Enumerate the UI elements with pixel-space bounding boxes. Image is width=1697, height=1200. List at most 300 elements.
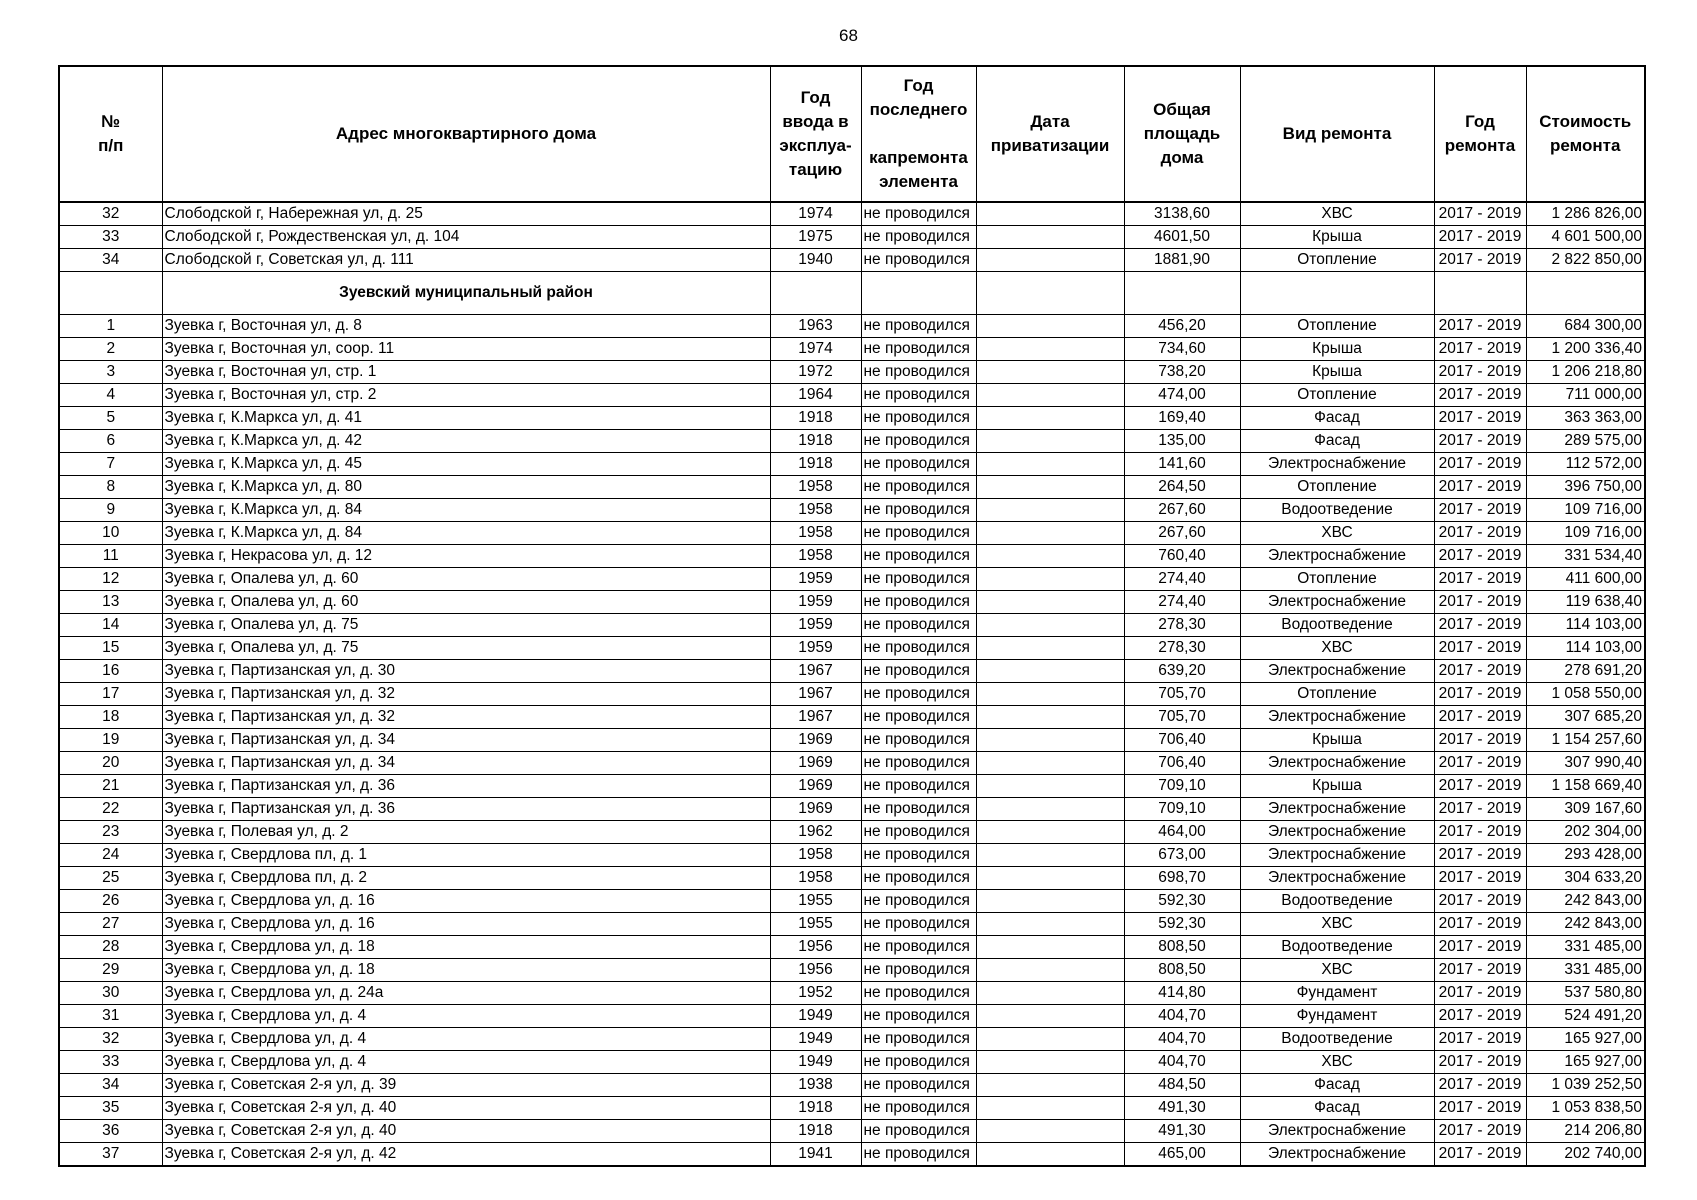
- cell-privatization: [976, 683, 1124, 706]
- cell-privatization: [976, 226, 1124, 249]
- cell-address: Зуевка г, Свердлова ул, д. 18: [162, 936, 770, 959]
- table-row: [59, 729, 1645, 752]
- cell-repair-year: 2017 - 2019: [1434, 1051, 1526, 1074]
- cell-privatization: [976, 775, 1124, 798]
- cell-repair-year: 2017 - 2019: [1434, 913, 1526, 936]
- cell-address: Зуевка г, К.Маркса ул, д. 84: [162, 499, 770, 522]
- table-row: [59, 226, 1645, 249]
- table-row: [59, 1028, 1645, 1051]
- cell-privatization: [976, 1120, 1124, 1143]
- header-cost: Стоимость ремонта: [1526, 66, 1645, 202]
- cell-num: 22: [59, 798, 162, 821]
- cell-last-repair: не проводился: [861, 706, 976, 729]
- cell-repair-year: 2017 - 2019: [1434, 361, 1526, 384]
- table-row: [59, 591, 1645, 614]
- cell-year-built: 1955: [770, 890, 861, 913]
- cell-num: 34: [59, 249, 162, 272]
- header-repair-type: Вид ремонта: [1240, 66, 1434, 202]
- cell-last-repair: не проводился: [861, 959, 976, 982]
- table-row: [59, 821, 1645, 844]
- cell-cost: 1 053 838,50: [1526, 1097, 1645, 1120]
- cell-cost: 307 685,20: [1526, 706, 1645, 729]
- cell-repair-type: Электроснабжение: [1240, 798, 1434, 821]
- cell-area: 734,60: [1124, 338, 1240, 361]
- table-row: [59, 1143, 1645, 1167]
- header-address: Адрес многоквартирного дома: [162, 66, 770, 202]
- cell-last-repair: не проводился: [861, 913, 976, 936]
- cell-area: 808,50: [1124, 936, 1240, 959]
- cell-year-built: 1941: [770, 1143, 861, 1167]
- cell-year-built: 1918: [770, 407, 861, 430]
- cell-year-built: 1969: [770, 798, 861, 821]
- cell-address: Зуевка г, Партизанская ул, д. 36: [162, 798, 770, 821]
- cell-repair-type: ХВС: [1240, 637, 1434, 660]
- cell-year-built: 1940: [770, 249, 861, 272]
- cell-area: 4601,50: [1124, 226, 1240, 249]
- cell-num: 26: [59, 890, 162, 913]
- cell-address: Зуевка г, Свердлова ул, д. 18: [162, 959, 770, 982]
- cell-last-repair: не проводился: [861, 798, 976, 821]
- cell-year-built: 1974: [770, 338, 861, 361]
- cell-cost: 331 534,40: [1526, 545, 1645, 568]
- header-last-repair: Год последнего капремонта элемента: [861, 66, 976, 202]
- cell-num: 32: [59, 202, 162, 226]
- cell-repair-type: Фундамент: [1240, 1005, 1434, 1028]
- cell-year-built: 1969: [770, 752, 861, 775]
- cell-address: Зуевка г, К.Маркса ул, д. 84: [162, 522, 770, 545]
- cell-repair-year: 2017 - 2019: [1434, 890, 1526, 913]
- cell-num: 7: [59, 453, 162, 476]
- header-privatization: Дата приватизации: [976, 66, 1124, 202]
- cell-area: 698,70: [1124, 867, 1240, 890]
- cell-cost: 114 103,00: [1526, 614, 1645, 637]
- cell-area: 491,30: [1124, 1097, 1240, 1120]
- cell-repair-year: 2017 - 2019: [1434, 338, 1526, 361]
- cell-address: Зуевка г, Свердлова ул, д. 24а: [162, 982, 770, 1005]
- cell-privatization: [976, 913, 1124, 936]
- cell-last-repair: не проводился: [861, 226, 976, 249]
- cell-address: Зуевка г, Некрасова ул, д. 12: [162, 545, 770, 568]
- cell-repair-year: 2017 - 2019: [1434, 1097, 1526, 1120]
- table-row: [59, 936, 1645, 959]
- cell-cost: 331 485,00: [1526, 959, 1645, 982]
- cell-cost: 309 167,60: [1526, 798, 1645, 821]
- cell-area: 464,00: [1124, 821, 1240, 844]
- table-row: [59, 660, 1645, 683]
- cell-privatization: [976, 821, 1124, 844]
- section-empty-cell: [1124, 272, 1240, 315]
- cell-repair-type: Электроснабжение: [1240, 821, 1434, 844]
- cell-last-repair: не проводился: [861, 821, 976, 844]
- cell-repair-type: Фасад: [1240, 407, 1434, 430]
- cell-year-built: 1969: [770, 729, 861, 752]
- cell-cost: 304 633,20: [1526, 867, 1645, 890]
- table-row: [59, 202, 1645, 226]
- cell-cost: 524 491,20: [1526, 1005, 1645, 1028]
- cell-num: 27: [59, 913, 162, 936]
- cell-privatization: [976, 499, 1124, 522]
- cell-privatization: [976, 361, 1124, 384]
- cell-last-repair: не проводился: [861, 545, 976, 568]
- cell-address: Зуевка г, Партизанская ул, д. 36: [162, 775, 770, 798]
- cell-year-built: 1962: [770, 821, 861, 844]
- cell-area: 592,30: [1124, 890, 1240, 913]
- cell-privatization: [976, 959, 1124, 982]
- header-repair-year: Год ремонта: [1434, 66, 1526, 202]
- cell-last-repair: не проводился: [861, 384, 976, 407]
- cell-repair-year: 2017 - 2019: [1434, 226, 1526, 249]
- section-empty-cell: [1434, 272, 1526, 315]
- table-row: [59, 775, 1645, 798]
- cell-repair-type: ХВС: [1240, 913, 1434, 936]
- cell-num: 17: [59, 683, 162, 706]
- cell-repair-type: ХВС: [1240, 959, 1434, 982]
- cell-num: 31: [59, 1005, 162, 1028]
- cell-year-built: 1956: [770, 959, 861, 982]
- section-row: [59, 272, 1645, 315]
- cell-repair-type: Отопление: [1240, 683, 1434, 706]
- cell-year-built: 1918: [770, 1097, 861, 1120]
- cell-repair-year: 2017 - 2019: [1434, 844, 1526, 867]
- cell-cost: 202 304,00: [1526, 821, 1645, 844]
- table-row: [59, 913, 1645, 936]
- cell-privatization: [976, 660, 1124, 683]
- cell-address: Зуевка г, Свердлова пл, д. 1: [162, 844, 770, 867]
- cell-last-repair: не проводился: [861, 453, 976, 476]
- cell-year-built: 1967: [770, 683, 861, 706]
- cell-address: Зуевка г, Восточная ул, стр. 2: [162, 384, 770, 407]
- cell-area: 706,40: [1124, 752, 1240, 775]
- table-row: [59, 637, 1645, 660]
- cell-last-repair: не проводился: [861, 890, 976, 913]
- table-row: [59, 315, 1645, 338]
- cell-last-repair: не проводился: [861, 982, 976, 1005]
- cell-repair-type: Электроснабжение: [1240, 591, 1434, 614]
- cell-address: Зуевка г, Свердлова ул, д. 4: [162, 1051, 770, 1074]
- cell-cost: 4 601 500,00: [1526, 226, 1645, 249]
- cell-privatization: [976, 890, 1124, 913]
- cell-last-repair: не проводился: [861, 775, 976, 798]
- cell-year-built: 1958: [770, 499, 861, 522]
- cell-privatization: [976, 729, 1124, 752]
- cell-num: 16: [59, 660, 162, 683]
- cell-address: Зуевка г, Восточная ул, д. 8: [162, 315, 770, 338]
- cell-year-built: 1918: [770, 430, 861, 453]
- cell-last-repair: не проводился: [861, 249, 976, 272]
- cell-num: 6: [59, 430, 162, 453]
- cell-last-repair: не проводился: [861, 202, 976, 226]
- section-empty-cell: [770, 272, 861, 315]
- table-header-row: [59, 66, 1645, 202]
- cell-area: 706,40: [1124, 729, 1240, 752]
- cell-address: Слободской г, Советская ул, д. 111: [162, 249, 770, 272]
- cell-year-built: 1964: [770, 384, 861, 407]
- cell-num: 19: [59, 729, 162, 752]
- cell-last-repair: не проводился: [861, 361, 976, 384]
- cell-cost: 331 485,00: [1526, 936, 1645, 959]
- cell-last-repair: не проводился: [861, 660, 976, 683]
- cell-address: Зуевка г, Опалева ул, д. 60: [162, 591, 770, 614]
- cell-area: 278,30: [1124, 614, 1240, 637]
- table-row: [59, 890, 1645, 913]
- cell-last-repair: не проводился: [861, 430, 976, 453]
- table-row: [59, 1005, 1645, 1028]
- cell-year-built: 1952: [770, 982, 861, 1005]
- header-area: Общая площадь дома: [1124, 66, 1240, 202]
- cell-repair-type: Фасад: [1240, 1074, 1434, 1097]
- cell-repair-year: 2017 - 2019: [1434, 453, 1526, 476]
- cell-cost: 307 990,40: [1526, 752, 1645, 775]
- cell-year-built: 1955: [770, 913, 861, 936]
- table-row: [59, 545, 1645, 568]
- cell-num: 34: [59, 1074, 162, 1097]
- cell-address: Зуевка г, Полевая ул, д. 2: [162, 821, 770, 844]
- cell-year-built: 1956: [770, 936, 861, 959]
- cell-area: 760,40: [1124, 545, 1240, 568]
- cell-num: 10: [59, 522, 162, 545]
- cell-address: Зуевка г, Восточная ул, соор. 11: [162, 338, 770, 361]
- cell-repair-year: 2017 - 2019: [1434, 936, 1526, 959]
- cell-area: 709,10: [1124, 798, 1240, 821]
- cell-repair-type: Электроснабжение: [1240, 660, 1434, 683]
- cell-cost: 278 691,20: [1526, 660, 1645, 683]
- cell-privatization: [976, 1143, 1124, 1167]
- cell-last-repair: не проводился: [861, 499, 976, 522]
- cell-repair-year: 2017 - 2019: [1434, 315, 1526, 338]
- cell-num: 30: [59, 982, 162, 1005]
- cell-year-built: 1938: [770, 1074, 861, 1097]
- table-row: [59, 249, 1645, 272]
- cell-num: 15: [59, 637, 162, 660]
- cell-cost: 1 200 336,40: [1526, 338, 1645, 361]
- table-row: [59, 706, 1645, 729]
- page-number: 68: [839, 26, 858, 45]
- cell-area: 278,30: [1124, 637, 1240, 660]
- cell-num: 1: [59, 315, 162, 338]
- table-row: [59, 430, 1645, 453]
- cell-repair-type: Электроснабжение: [1240, 545, 1434, 568]
- cell-repair-year: 2017 - 2019: [1434, 637, 1526, 660]
- cell-year-built: 1918: [770, 1120, 861, 1143]
- cell-repair-year: 2017 - 2019: [1434, 476, 1526, 499]
- cell-address: Зуевка г, Опалева ул, д. 75: [162, 614, 770, 637]
- cell-cost: 293 428,00: [1526, 844, 1645, 867]
- cell-cost: 289 575,00: [1526, 430, 1645, 453]
- cell-privatization: [976, 614, 1124, 637]
- cell-num: 4: [59, 384, 162, 407]
- cell-year-built: 1972: [770, 361, 861, 384]
- cell-last-repair: не проводился: [861, 338, 976, 361]
- cell-repair-type: Водоотведение: [1240, 936, 1434, 959]
- cell-repair-year: 2017 - 2019: [1434, 706, 1526, 729]
- table-row: [59, 867, 1645, 890]
- table-row: [59, 522, 1645, 545]
- cell-privatization: [976, 982, 1124, 1005]
- cell-privatization: [976, 936, 1124, 959]
- cell-cost: 114 103,00: [1526, 637, 1645, 660]
- cell-num: 35: [59, 1097, 162, 1120]
- cell-privatization: [976, 591, 1124, 614]
- cell-address: Зуевка г, Опалева ул, д. 75: [162, 637, 770, 660]
- cell-year-built: 1958: [770, 545, 861, 568]
- cell-area: 465,00: [1124, 1143, 1240, 1167]
- table-row: [59, 1051, 1645, 1074]
- cell-privatization: [976, 844, 1124, 867]
- cell-privatization: [976, 202, 1124, 226]
- table-row: [59, 1074, 1645, 1097]
- cell-repair-year: 2017 - 2019: [1434, 1143, 1526, 1167]
- cell-address: Зуевка г, Свердлова пл, д. 2: [162, 867, 770, 890]
- cell-last-repair: не проводился: [861, 476, 976, 499]
- cell-address: Зуевка г, К.Маркса ул, д. 41: [162, 407, 770, 430]
- cell-area: 738,20: [1124, 361, 1240, 384]
- cell-num: 33: [59, 226, 162, 249]
- cell-area: 267,60: [1124, 499, 1240, 522]
- cell-cost: 1 206 218,80: [1526, 361, 1645, 384]
- cell-area: 639,20: [1124, 660, 1240, 683]
- cell-repair-type: Водоотведение: [1240, 499, 1434, 522]
- cell-cost: 1 058 550,00: [1526, 683, 1645, 706]
- cell-last-repair: не проводился: [861, 844, 976, 867]
- table-row: [59, 844, 1645, 867]
- cell-repair-year: 2017 - 2019: [1434, 821, 1526, 844]
- cell-address: Зуевка г, Партизанская ул, д. 30: [162, 660, 770, 683]
- cell-repair-type: Электроснабжение: [1240, 867, 1434, 890]
- cell-num: 33: [59, 1051, 162, 1074]
- cell-area: 141,60: [1124, 453, 1240, 476]
- cell-privatization: [976, 1074, 1124, 1097]
- cell-repair-type: Электроснабжение: [1240, 844, 1434, 867]
- cell-cost: 1 154 257,60: [1526, 729, 1645, 752]
- cell-year-built: 1974: [770, 202, 861, 226]
- cell-privatization: [976, 1097, 1124, 1120]
- cell-area: 3138,60: [1124, 202, 1240, 226]
- cell-repair-type: Крыша: [1240, 729, 1434, 752]
- cell-last-repair: не проводился: [861, 522, 976, 545]
- cell-num: 23: [59, 821, 162, 844]
- cell-repair-type: Крыша: [1240, 775, 1434, 798]
- cell-last-repair: не проводился: [861, 1143, 976, 1167]
- cell-area: 135,00: [1124, 430, 1240, 453]
- cell-repair-type: Крыша: [1240, 338, 1434, 361]
- cell-repair-type: ХВС: [1240, 1051, 1434, 1074]
- cell-area: 456,20: [1124, 315, 1240, 338]
- section-empty-cell: [976, 272, 1124, 315]
- cell-year-built: 1959: [770, 637, 861, 660]
- cell-last-repair: не проводился: [861, 591, 976, 614]
- cell-area: 274,40: [1124, 568, 1240, 591]
- cell-area: 484,50: [1124, 1074, 1240, 1097]
- table-row: [59, 384, 1645, 407]
- cell-repair-year: 2017 - 2019: [1434, 775, 1526, 798]
- cell-year-built: 1967: [770, 660, 861, 683]
- cell-privatization: [976, 1028, 1124, 1051]
- cell-cost: 711 000,00: [1526, 384, 1645, 407]
- cell-num: 36: [59, 1120, 162, 1143]
- cell-year-built: 1949: [770, 1005, 861, 1028]
- cell-area: 274,40: [1124, 591, 1240, 614]
- cell-address: Зуевка г, Советская 2-я ул, д. 40: [162, 1120, 770, 1143]
- cell-area: 404,70: [1124, 1051, 1240, 1074]
- cell-cost: 242 843,00: [1526, 913, 1645, 936]
- cell-repair-year: 2017 - 2019: [1434, 545, 1526, 568]
- cell-address: Зуевка г, Советская 2-я ул, д. 40: [162, 1097, 770, 1120]
- cell-area: 673,00: [1124, 844, 1240, 867]
- table-body: [59, 202, 1645, 1166]
- section-empty-cell: [1526, 272, 1645, 315]
- cell-repair-type: Электроснабжение: [1240, 1143, 1434, 1167]
- cell-last-repair: не проводился: [861, 752, 976, 775]
- cell-address: Зуевка г, Опалева ул, д. 60: [162, 568, 770, 591]
- cell-num: 11: [59, 545, 162, 568]
- cell-privatization: [976, 545, 1124, 568]
- cell-repair-year: 2017 - 2019: [1434, 522, 1526, 545]
- cell-year-built: 1969: [770, 775, 861, 798]
- cell-num: 28: [59, 936, 162, 959]
- cell-area: 169,40: [1124, 407, 1240, 430]
- table-row: [59, 499, 1645, 522]
- cell-privatization: [976, 752, 1124, 775]
- cell-repair-type: Крыша: [1240, 361, 1434, 384]
- cell-num: 9: [59, 499, 162, 522]
- cell-repair-year: 2017 - 2019: [1434, 249, 1526, 272]
- cell-address: Зуевка г, Партизанская ул, д. 34: [162, 729, 770, 752]
- cell-repair-year: 2017 - 2019: [1434, 568, 1526, 591]
- cell-privatization: [976, 1051, 1124, 1074]
- cell-repair-type: Крыша: [1240, 226, 1434, 249]
- cell-last-repair: не проводился: [861, 637, 976, 660]
- cell-last-repair: не проводился: [861, 1005, 976, 1028]
- table-row: [59, 683, 1645, 706]
- repair-plan-table: [58, 65, 1646, 1167]
- section-empty-cell: [1240, 272, 1434, 315]
- cell-cost: 202 740,00: [1526, 1143, 1645, 1167]
- cell-last-repair: не проводился: [861, 568, 976, 591]
- cell-repair-type: Отопление: [1240, 315, 1434, 338]
- cell-repair-year: 2017 - 2019: [1434, 982, 1526, 1005]
- cell-repair-year: 2017 - 2019: [1434, 1120, 1526, 1143]
- cell-last-repair: не проводился: [861, 1028, 976, 1051]
- cell-cost: 411 600,00: [1526, 568, 1645, 591]
- cell-year-built: 1958: [770, 522, 861, 545]
- cell-cost: 242 843,00: [1526, 890, 1645, 913]
- cell-area: 808,50: [1124, 959, 1240, 982]
- table-row: [59, 476, 1645, 499]
- cell-num: 37: [59, 1143, 162, 1167]
- cell-last-repair: не проводился: [861, 1051, 976, 1074]
- cell-area: 414,80: [1124, 982, 1240, 1005]
- table-row: [59, 338, 1645, 361]
- cell-repair-year: 2017 - 2019: [1434, 1028, 1526, 1051]
- cell-privatization: [976, 522, 1124, 545]
- cell-repair-year: 2017 - 2019: [1434, 959, 1526, 982]
- table-row: [59, 1120, 1645, 1143]
- table-row: [59, 453, 1645, 476]
- cell-num: 12: [59, 568, 162, 591]
- cell-year-built: 1958: [770, 476, 861, 499]
- cell-repair-year: 2017 - 2019: [1434, 591, 1526, 614]
- cell-num: 18: [59, 706, 162, 729]
- cell-cost: 363 363,00: [1526, 407, 1645, 430]
- cell-last-repair: не проводился: [861, 729, 976, 752]
- cell-last-repair: не проводился: [861, 867, 976, 890]
- cell-area: 267,60: [1124, 522, 1240, 545]
- cell-area: 709,10: [1124, 775, 1240, 798]
- cell-repair-year: 2017 - 2019: [1434, 202, 1526, 226]
- cell-address: Слободской г, Набережная ул, д. 25: [162, 202, 770, 226]
- cell-repair-type: Водоотведение: [1240, 1028, 1434, 1051]
- table-row: [59, 407, 1645, 430]
